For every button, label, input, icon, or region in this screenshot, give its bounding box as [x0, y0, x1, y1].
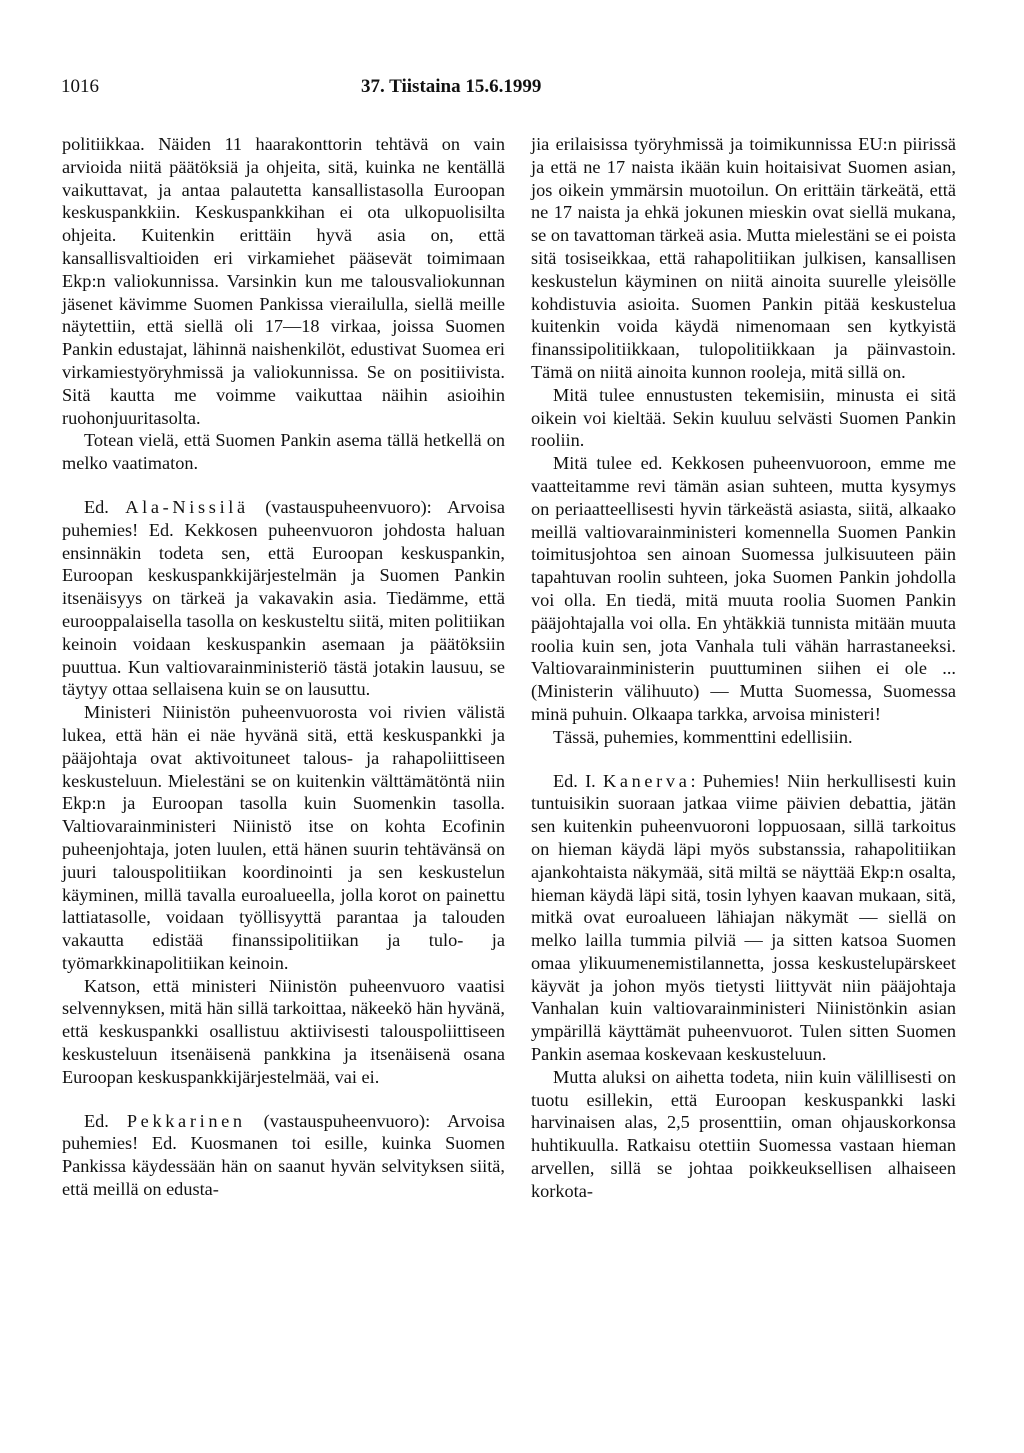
speech-prefix: Ed.: [84, 496, 109, 517]
paragraph: politiikkaa. Näiden 11 haarakonttorin tehtävä on vain arvioida niitä päätöksiä ja ohjeita, sitä, kuinka ne kentällä vaikuttavat, ja antaa palautetta kansallistasolla Euroopan keskuspankkiin. Keskuspankkihan ei ota ulkopuolisilta ohjeita. Kuitenkin erittäin hyvä asia on, että kansallisvaltioiden eri virkamiehet pääsevät toimimaan Ekp:n valiokunnissa. Varsinkin kun me talousvaliokunnan jäsenet kävimme Suomen Pankissa vierailulla, siellä meille näytettiin, että siellä oli 17—18 virkaa, joissa Suomen Pankin edustajat, lähinnä naishenkilöt, edustivat Suomea eri virkamiestyöryhmissä ja valiokunnissa. Se on positiivista. Sitä kautta me voimme vaikuttaa näihin asioihin ruohonjuuritasolta.: [62, 134, 505, 428]
speech-pekkarinen: [62, 1110, 505, 1201]
speech-kanerva: [531, 770, 956, 1066]
paragraph: Mitä tulee ennustusten tekemisiin, minusta ei sitä oikein voi kieltää. Sekin kuuluu selvästi Suomen Pankin rooliin.: [531, 384, 956, 451]
paragraph: Mitä tulee ed. Kekkosen puheenvuoroon, emme me vaatteitamme revi tämän asian suhteen, mutta kysymys on periaatteellisesti hyvin tärkeästä asiasta, siitä, alkaako meillä valtiovarainministeri komennella Suomen Pankin toimitusjohtoa sen ainoan Suomessa julkisuuteen päin tapahtuvan roolin suhteen, joka Suomen Pankin johdolla voi olla. En tiedä, mitä muuta roolia Suomen Pankin pääjohtajalla voi olla. En yhtäkkiä tunnista mitään muuta roolia kuin sen, jota Vanhala tuli vähän harrastaneeksi. Valtiovarainministerin puuttuminen siihen ei ole ... (Ministerin välihuuto) — Mutta Suomessa, Suomessa minä puhuin. Olkaapa tarkka, arvoisa ministeri!: [531, 453, 956, 724]
speech-prefix: Ed. I.: [553, 770, 596, 791]
speech-prefix: Ed.: [84, 1110, 109, 1131]
paragraph: Mutta aluksi on aihetta todeta, niin kuin välillisesti on tuotu esillekin, että Euroopan keskuspankki laski harvinaisen alas, 2,5 prosenttiin, oman ohjauskorkonsa huhtikuulla. Ratkaisu otettiin Suomessa vastaan hieman arvellen, sillä se johtaa poikkeuksellisen alhaiseen korkota-: [531, 1066, 956, 1201]
right-column: [531, 133, 956, 1203]
paragraph: Katson, että ministeri Niinistön puheenvuoro vaatisi selvennyksen, mitä hän sillä tarkoittaa, näkeekö hän hyvänä, että keskuspankki osallistuu aktiivisesti talouspoliittiseen keskusteluun itsenäisenä pankkina ja itsenäisenä osana Euroopan keskuspankkijärjestelmää, vai ei.: [62, 975, 505, 1087]
speech-ala-nissila: [62, 496, 505, 701]
speaker-name: Pekkarinen: [126, 1110, 246, 1131]
speaker-name: Ala-Nissilä: [125, 496, 249, 517]
page-number: 1016: [61, 76, 99, 97]
speaker-name: Kanerva: [602, 770, 691, 791]
speech-text: : Puhemies! Niin herkullisesti kuin tuntuisikin suoraan jatkaa viime päivien debattia, jätän sen kuitenkin puheenvuoroni loppuosaan, sillä tarkoitus on hieman käydä läpi myös substanssia, rahapolitiikan ajankohtaista näkymää, sitä miltä se näyttää Ekp:n osalta, hieman käydä läpi sitä, tosin lyhyen kaavan mukaan, sitä, mitkä ovat euroalueen lähiajan näkymät — siellä on melko lailla tummia pilviä — ja sitten katsoa Suomen omaa ylikuumenemistilannetta, jossa keskustelupärskeet käyvät ja johon myös tietysti liittyvät niin pääjohtaja Vanhalan kuin valtiovarainministeri Niinistönkin asian ympärillä käyttämät puheenvuorot. Tulen sitten Suomen Pankin asemaa koskevaan keskusteluun.: [531, 770, 956, 1065]
paragraph: jia erilaisissa työryhmissä ja toimikunnissa EU:n piirissä ja että ne 17 naista ikään kuin hoitaisivat Suomen asian, jos oikein ymmärsin muotoilun. On erittäin tärkeätä, että ne 17 naista ja ehkä jokunen mieskin ovat siellä mukana, se on tavattoman tärkeä asia. Mutta mielestäni se ei poista sitä tosiseikkaa, että rahapolitiikan julkisen, kansallisen keskustelun käyminen on niitä ainoita suurelle yleisölle kohdistuvia asioita. Suomen Pankin pitää keskustelua kuitenkin voida käydä nimenomaan sen kytkyistä finanssipolitiikkaan, tulopolitiikkaan ja päinvastoin. Tämä on niitä ainoita kunnon rooleja, mitä sillä on.: [531, 134, 956, 382]
paragraph: Tässä, puhemies, kommenttini edellisiin.: [553, 726, 853, 747]
left-column: [62, 133, 505, 1201]
page-header: [61, 74, 957, 100]
paragraph: Ministeri Niinistön puheenvuorosta voi rivien välistä lukea, että hän ei näe hyvänä sitä, että keskuspankki ja pääjohtaja ovat aktivoituneet talous- ja rahapoliittiseen keskusteluun. Mielestäni se on kuitenkin välttämätöntä niin Ekp:n ja Euroopan tasolla kuin Suomenkin tasolla. Valtiovarainministeri Niinistö itse on kohta Ecofinin puheenjohtaja, joten luulen, että hänen suurin tehtävänsä on juuri talouspolitiikan koordinointi ja sen keskustelun käyminen, millä tavalla euroalueella, jolla korot on painettu lattiatasolle, voidaan työllisyyttä parantaa ja talouden vakautta edistää finanssipolitiikan ja tulo- ja työmarkkinapolitiikan keinoin.: [62, 702, 505, 973]
speech-text: (vastauspuheenvuoro): Arvoisa puhemies! Ed. Kuosmanen toi esille, kuinka Suomen Pankissa käydessään hän on saanut hyvän selvityksen siitä, että meillä on edusta-: [62, 1110, 506, 1200]
speech-text: (vastauspuheenvuoro): Arvoisa puhemies! Ed. Kekkosen puheenvuoron johdosta haluan ensinnäkin todeta sen, että Euroopan keskuspankin, Euroopan keskuspankkijärjestelmän ja Suomen Pankin itsenäisyys on tärkeä ja vakavakin asia. Tiedämme, että eurooppalaisella tasolla on keskusteltu siitä, miten politiikan keinoin voidaan keskuspankin asemaan ja päätöksiin puuttua. Kun valtiovarainministeriö tästä jotakin lausuu, se täytyy ottaa sellaisena kuin se on lausuttu.: [62, 496, 506, 700]
running-head: 37. Tiistaina 15.6.1999: [361, 76, 542, 97]
paragraph: Totean vielä, että Suomen Pankin asema tällä hetkellä on melko vaatimaton.: [62, 430, 505, 474]
